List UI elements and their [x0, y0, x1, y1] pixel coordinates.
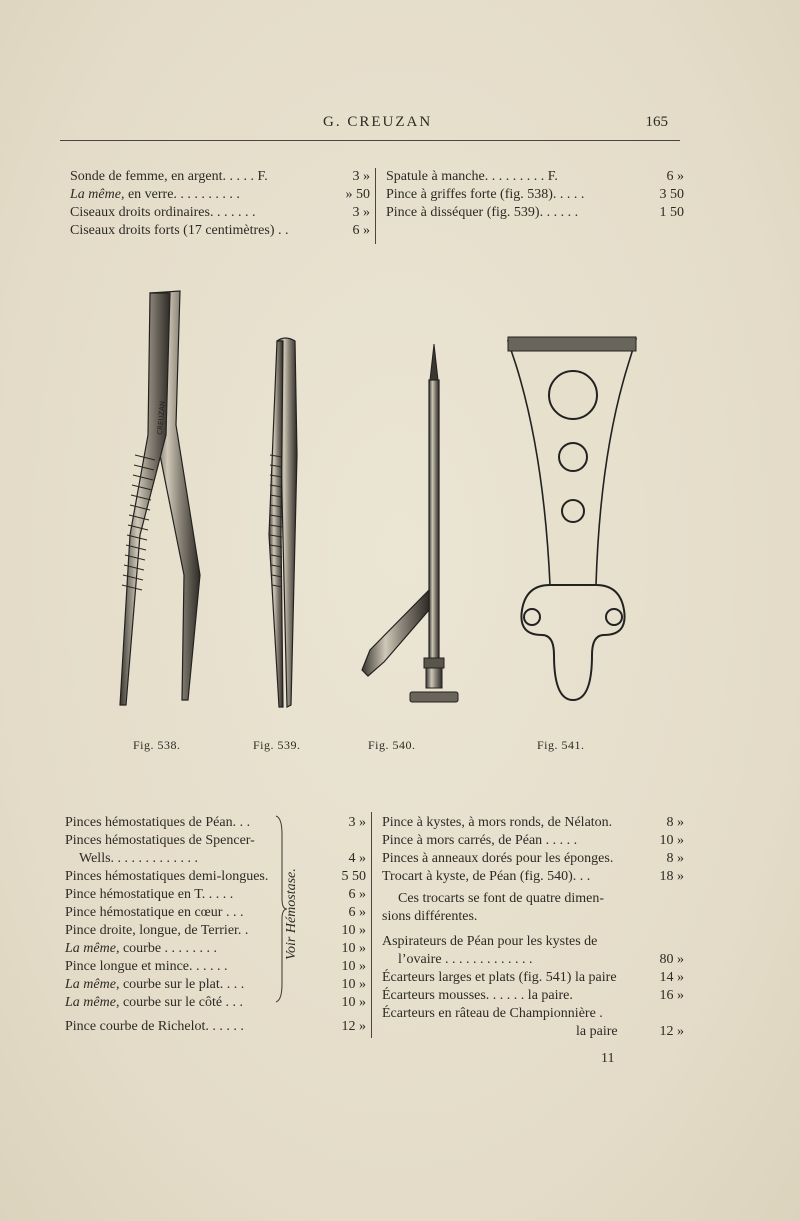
page-header: [60, 114, 680, 138]
figure-caption: Fig. 541.: [537, 738, 585, 752]
page-number: 165: [645, 114, 668, 130]
trocart-note: sions différentes.: [382, 909, 478, 924]
trocart-note: Ces trocarts se font de quatre dimen-: [398, 891, 605, 906]
signature-mark: 11: [601, 1051, 615, 1066]
header-rule: [60, 140, 680, 141]
catalog-page: G. CREUZAN 165 Sonde de femme, en argent. . . . . F. 3 » La même, en verre. . . . . . . . . . » 50 Ciseaux droits ordinaires. . . . . . . 3 » Ciseaux droits forts (17 centimètres) . . 6 » Spatule à manche. . . . . . . . . F. 6 » Pince à griffes forte (fig. 538). . . . . 3 50 Pince à disséquer (fig. 539). . . . . . 1 50 CREUZAN Fig. 538. Fig. 539. Fig. 540. Fig. 541. Pinces hémostatiques de Péan. . . Pinces hémostatiques de Spencer- Wells. . . . . . . . . . . . . Pinces hémostatiques demi-longues. Pince hémostatique en T. . . . . Pince hémostatique en cœur . . . Pince droite, longue, de Terrier. . La même, courbe . . . . . . . . Pince longue et mince. . . . . . La même, courbe sur le plat. . . . La même, courbe sur le côté . . . Voir Hémostase. 3 » 4 » 5 50 6 » 6 » 10 » 10 » 10 » 10 » 10 » Pince courbe de Richelot. . . . . . 12 » Pince à kystes, à mors ronds, de Nélaton. 8 » Pince à mors carrés, de Péan . . . . . 10 » Pinces à anneaux dorés pour les éponges. 8 » Trocart à kyste, de Péan (fig. 540). . . 18 » Ces trocarts se font de quatre dimen- sions différentes. Aspirateurs de Péan pour les kystes de l’ovaire . . . . . . . . . . . . . 80 » Écarteurs larges et plats (fig. 541) la paire 14 » Écarteurs mousses. . . . . . la paire. 16 » Écarteurs en râteau de Championnière . la paire 12 » 11: [0, 0, 800, 1221]
figure-caption: Fig. 540.: [368, 738, 416, 752]
column-divider: [375, 168, 376, 244]
figure-caption: Fig. 538.: [133, 738, 181, 752]
griffes-forceps-illustration: [110, 285, 220, 715]
trocar-illustration: [350, 340, 470, 715]
figure-caption: Fig. 539.: [253, 738, 301, 752]
engraving-mark: CREUZAN: [156, 400, 167, 436]
column-divider: [371, 812, 372, 1038]
retractor-illustration: [500, 335, 645, 705]
dissecting-forceps-illustration: [255, 335, 315, 715]
bracket-note: Voir Hémostase.: [284, 868, 299, 960]
running-title: G. CREUZAN: [323, 114, 433, 130]
